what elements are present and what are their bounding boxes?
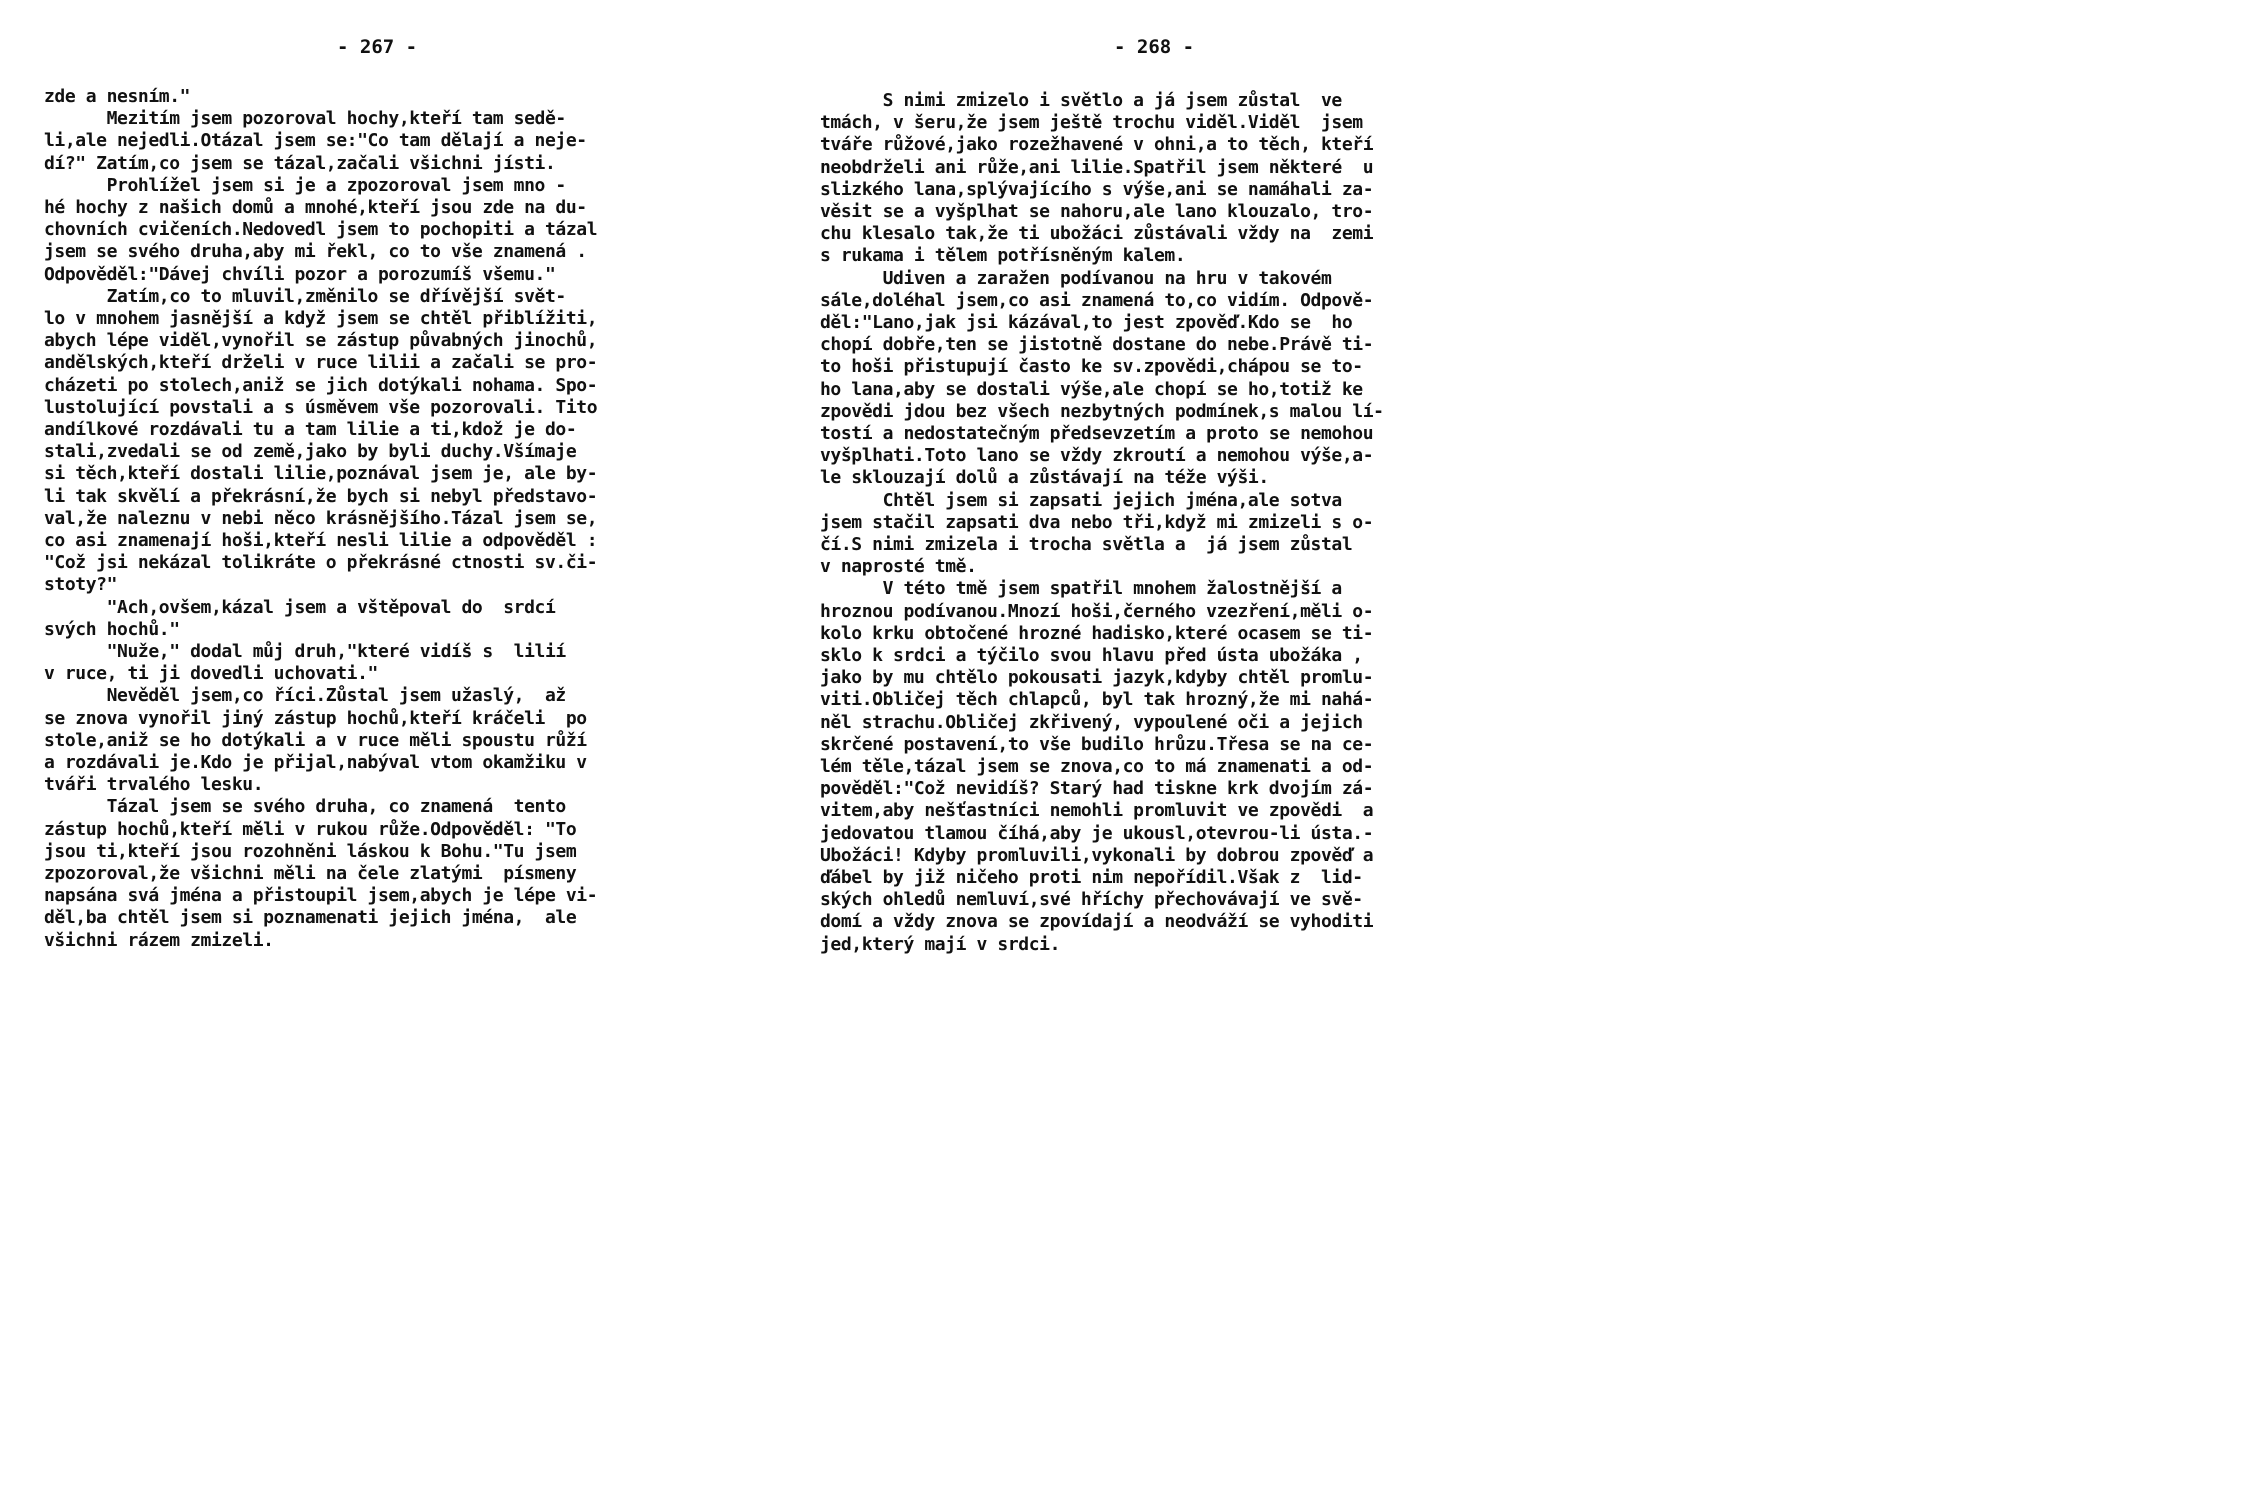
text-line: Zatím,co to mluvil,změnilo se dřívější svět- <box>44 285 566 307</box>
text-line: Chtěl jsem si zapsati jejich jména,ale sotva <box>820 489 1342 511</box>
text-line: jed,který mají v srdci. <box>820 933 1061 955</box>
text-line: kolo krku obtočené hrozné hadisko,které ocasem se ti- <box>820 622 1374 644</box>
text-line: si těch,kteří dostali lilie,poznával jsem je, ale by- <box>44 463 598 485</box>
text-line: andělských,kteří drželi v ruce lilii a začali se pro- <box>44 352 598 374</box>
text-line: zpozoroval,že všichni měli na čele zlatými písmeny <box>44 863 577 884</box>
text-line: Nevěděl jsem,co říci.Zůstal jsem užaslý, až <box>44 685 566 707</box>
text-line: zástup hochů,kteří měli v rukou růže.Odpověděl: "To <box>44 818 577 840</box>
text-line: lustolující povstali a s úsměvem vše pozorovali. Tito <box>44 396 598 418</box>
text-line: svých hochů." <box>44 618 180 640</box>
page-number-left: - 267 - <box>337 36 418 58</box>
text-line: dí?" Zatím,co jsem se tázal,začali všichni jísti. <box>44 152 556 174</box>
text-line: tostí a nedostatečným předsevzetím a proto se nemohou <box>820 423 1374 444</box>
text-line: s rukama i tělem potřísněným kalem. <box>820 245 1186 267</box>
page-number-right: - 268 - <box>1114 36 1195 58</box>
text-line: se znova vynořil jiný zástup hochů,kteří kráčeli po <box>44 707 587 729</box>
text-line: tváře růžové,jako rozežhavené v ohni,a to těch, kteří <box>820 134 1374 156</box>
text-line: hroznou podívanou.Mnozí hoši,černého vzezření,měli o- <box>820 600 1374 622</box>
text-line: tváři trvalého lesku. <box>44 774 264 796</box>
text-line: napsána svá jména a přistoupil jsem,abych je lépe vi- <box>44 885 598 907</box>
text-line: cházeti po stolech,aniž se jich dotýkali nohama. Spo- <box>44 374 598 396</box>
text-line: Odpověděl:"Dávej chvíli pozor a porozumíš všemu." <box>44 263 556 285</box>
text-line: sklo k srdci a týčilo svou hlavu před ústa ubožáka , <box>820 645 1363 666</box>
text-line: Ubožáci! Kdyby promluvili,vykonali by dobrou zpověď a <box>820 844 1374 866</box>
text-line: stole,aniž se ho dotýkali a v ruce měli spoustu růží <box>44 729 587 751</box>
text-line: Udiven a zaražen podívanou na hru v takovém <box>820 267 1332 289</box>
text-line: v ruce, ti ji dovedli uchovati." <box>44 663 378 685</box>
text-line: v naprosté tmě. <box>820 556 977 578</box>
text-line: zde a nesním." <box>44 86 191 107</box>
text-line: ho lana,aby se dostali výše,ale chopí se ho,totiž ke <box>820 378 1363 400</box>
text-line: skrčené postavení,to vše budilo hrůzu.Třesa se na ce- <box>820 733 1374 755</box>
text-line: věsit se a vyšplhat se nahoru,ale lano klouzalo, tro- <box>820 201 1374 222</box>
text-line: stoty?" <box>44 574 118 596</box>
text-line: stali,zvedali se od země,jako by byli duchy.Všímaje <box>44 441 577 463</box>
text-line: sále,doléhal jsem,co asi znamená to,co vidím. Odpově- <box>820 289 1374 311</box>
text-line: "Nuže," dodal můj druh,"které vidíš s lilií <box>44 641 566 662</box>
text-line: jsem stačil zapsati dva nebo tři,když mi zmizeli s o- <box>820 511 1374 533</box>
text-line: neobdrželi ani růže,ani lilie.Spatřil jsem některé u <box>820 156 1374 178</box>
text-line: li tak skvělí a překrásní,že bych si nebyl představo- <box>44 485 598 507</box>
text-line: zpovědi jdou bez všech nezbytných podmínek,s malou lí- <box>820 400 1384 422</box>
text-line: chu klesalo tak,že ti ubožáci zůstávali vždy na zemi <box>820 223 1374 245</box>
text-line: lo v mnohem jasnější a když jsem se chtěl přiblížiti, <box>44 308 598 329</box>
text-line: Mezitím jsem pozoroval hochy,kteří tam sedě- <box>44 108 566 130</box>
text-line: V této tmě jsem spatřil mnohem žalostnější a <box>820 578 1342 600</box>
text-line: Prohlížel jsem si je a zpozoroval jsem mno - <box>44 174 566 196</box>
text-line: "Což jsi nekázal tolikráte o překrásné ctnosti sv.či- <box>44 552 598 574</box>
text-line: vitem,aby nešťastníci nemohli promluvit ve zpovědi a <box>820 800 1374 822</box>
text-line: čí.S nimi zmizela i trocha světla a já jsem zůstal <box>820 534 1353 555</box>
text-line: andílkové rozdávali tu a tam lilie a ti,kdož je do- <box>44 419 577 440</box>
text-line: S nimi zmizelo i světlo a já jsem zůstal ve <box>820 90 1342 111</box>
text-line: li,ale nejedli.Otázal jsem se:"Co tam dělají a neje- <box>44 130 587 152</box>
text-line: tmách, v šeru,že jsem ještě trochu viděl.Viděl jsem <box>820 112 1363 134</box>
text-line: jedovatou tlamou číhá,aby je ukousl,otevrou-li ústa.- <box>820 822 1374 844</box>
text-line: vyšplhati.Toto lano se vždy zkroutí a nemohou výše,a- <box>820 445 1374 467</box>
text-line: Tázal jsem se svého druha, co znamená tento <box>44 796 566 818</box>
text-line: děl,ba chtěl jsem si poznamenati jejich jména, ale <box>44 907 577 929</box>
text-line: val,že naleznu v nebi něco krásnějšího.Tázal jsem se, <box>44 507 598 529</box>
text-line: le sklouzají dolů a zůstávají na téže výši. <box>820 467 1269 489</box>
text-line: to hoši přistupují často ke sv.zpovědi,chápou se to- <box>820 356 1363 378</box>
text-line: chovních cvičeních.Nedovedl jsem to pochopiti a tázal <box>44 219 598 241</box>
text-line: něl strachu.Obličej zkřivený, vypoulené oči a jejich <box>820 711 1363 733</box>
text-line: slizkého lana,splývajícího s výše,ani se namáhali za- <box>820 178 1374 200</box>
text-line: jsem se svého druha,aby mi řekl, co to vše znamená . <box>44 241 587 263</box>
text-line: hé hochy z našich domů a mnohé,kteří jsou zde na du- <box>44 197 587 218</box>
text-line: co asi znamenají hoši,kteří nesli lilie a odpověděl : <box>44 530 598 551</box>
text-line: jako by mu chtělo pokousati jazyk,kdyby chtěl promlu- <box>820 667 1374 689</box>
text-line: domí a vždy znova se zpovídají a neodváží se vyhoditi <box>820 911 1374 933</box>
text-line: a rozdávali je.Kdo je přijal,nabýval vtom okamžiku v <box>44 752 587 773</box>
text-line: abych lépe viděl,vynořil se zástup půvabných jinochů, <box>44 330 598 352</box>
text-line: lém těle,tázal jsem se znova,co to má znamenati a od- <box>820 756 1374 777</box>
text-line: ských ohledů nemluví,své hříchy přechovávají ve svě- <box>820 889 1363 911</box>
text-line: všichni rázem zmizeli. <box>44 929 274 951</box>
text-line: pověděl:"Což nevidíš? Starý had tiskne krk dvojím zá- <box>820 778 1374 800</box>
text-line: jsou ti,kteří jsou rozohněni láskou k Bohu."Tu jsem <box>44 840 577 862</box>
text-line: děl:"Lano,jak jsi kázával,to jest zpověď.Kdo se ho <box>820 312 1353 333</box>
text-line: ďábel by již ničeho proti nim nepořídil.Však z lid- <box>820 867 1363 888</box>
text-line: viti.Obličej těch chlapců, byl tak hrozný,že mi nahá- <box>820 689 1374 711</box>
text-line: "Ach,ovšem,kázal jsem a vštěpoval do srdcí <box>44 596 556 618</box>
text-line: chopí dobře,ten se jistotně dostane do nebe.Právě ti- <box>820 334 1374 356</box>
